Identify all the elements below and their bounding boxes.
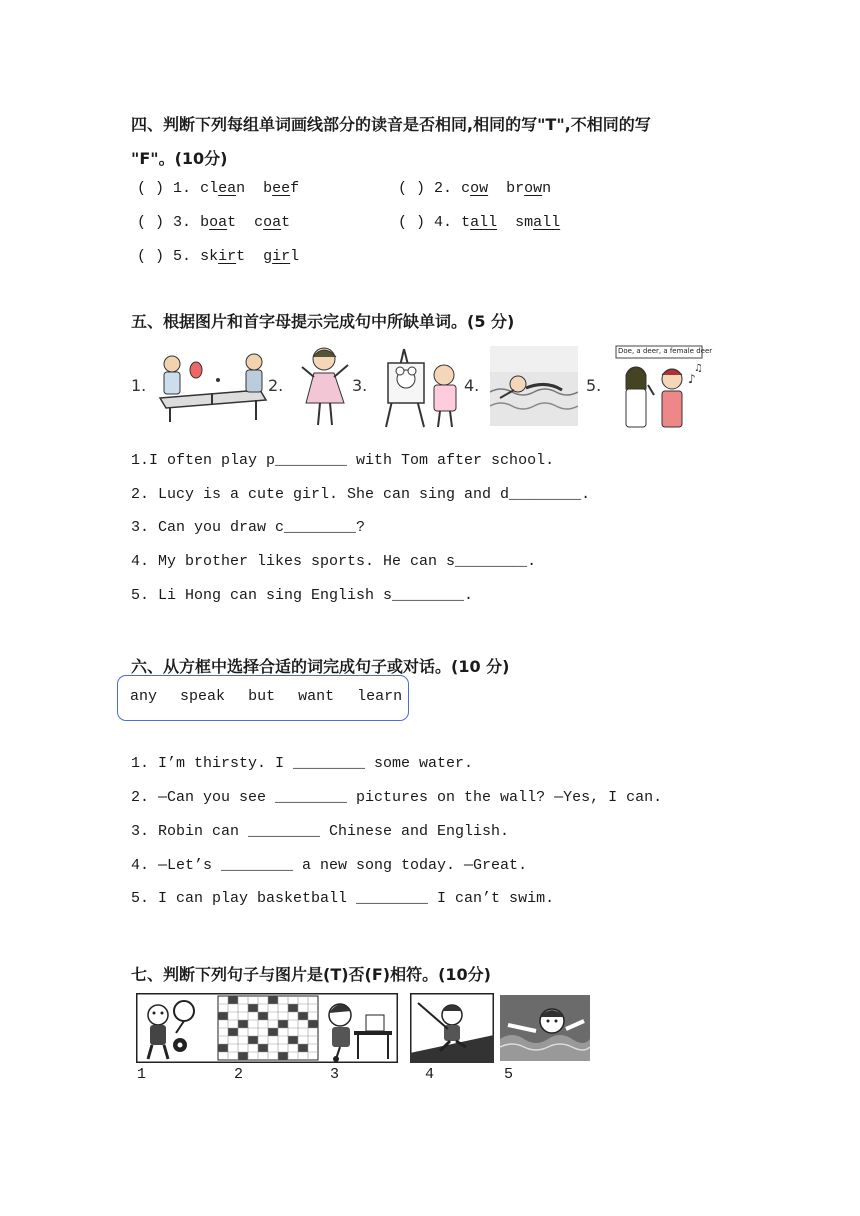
- speech-bubble-text: Doe, a deer, a female deer: [618, 347, 713, 355]
- swimming-picture: [490, 346, 578, 426]
- underlined-part: ow: [470, 180, 489, 197]
- s5-sentence-1: 1.I often play p________ with Tom after school.: [131, 452, 555, 469]
- singing-picture: [612, 345, 704, 429]
- section5-title: 五、根据图片和首字母提示完成句中所缺单词。(5 分): [131, 312, 515, 331]
- word-2: beef: [263, 180, 300, 197]
- word-1: tall: [461, 214, 498, 231]
- item-number: 4.: [434, 214, 453, 231]
- underlined-part: ow: [524, 180, 543, 197]
- underlined-part: ee: [272, 180, 291, 197]
- section6-title: 六、从方框中选择合适的词完成句子或对话。(10 分): [131, 657, 510, 676]
- s5-sentence-3: 3. Can you draw c________?: [131, 519, 366, 536]
- answer-blank[interactable]: ( ): [398, 214, 426, 231]
- section4-title-line1: 四、判断下列每组单词画线部分的读音是否相同,相同的写"T",不相同的写: [131, 115, 651, 134]
- ping-pong-picture: [150, 350, 270, 425]
- word-1: clean: [200, 180, 246, 197]
- answer-blank[interactable]: ( ): [137, 180, 165, 197]
- word-2: coat: [254, 214, 291, 231]
- svg-text:♫: ♫: [694, 363, 703, 374]
- underlined-part: all: [470, 214, 498, 231]
- word-speak: speak: [180, 688, 226, 705]
- s6-sentence-4: 4. —Let’s ________ a new song today. —Great.: [131, 857, 528, 874]
- svg-text:♪: ♪: [688, 372, 696, 386]
- s7-pic-number-5: 5: [504, 1066, 514, 1083]
- word-2: girl: [263, 248, 300, 265]
- pic-number-5: 5.: [586, 376, 602, 395]
- section7-title: 七、判断下列句子与图片是(T)否(F)相符。(10分): [131, 965, 491, 984]
- s4-item-4: [398, 214, 560, 231]
- underlined-part: oa: [209, 214, 228, 231]
- underlined-part: oa: [263, 214, 282, 231]
- section7-picture-5: [500, 995, 590, 1061]
- s7-pic-number-1: 1: [137, 1066, 147, 1083]
- item-number: 5.: [173, 248, 192, 265]
- s4-item-3: [137, 214, 290, 231]
- s6-sentence-5: 5. I can play basketball ________ I can’t swim.: [131, 890, 555, 907]
- word-want: want: [298, 688, 335, 705]
- word-learn: learn: [357, 688, 403, 705]
- word-any: any: [130, 688, 158, 705]
- s5-sentence-4: 4. My brother likes sports. He can s________.: [131, 553, 537, 570]
- s5-sentence-2: 2. Lucy is a cute girl. She can sing and d________.: [131, 486, 591, 503]
- s6-sentence-2: 2. —Can you see ________ pictures on the wall? —Yes, I can.: [131, 789, 663, 806]
- item-number: 2.: [434, 180, 453, 197]
- pic-number-1: 1.: [131, 376, 147, 395]
- item-number: 3.: [173, 214, 192, 231]
- item-number: 1.: [173, 180, 192, 197]
- s5-sentence-5: 5. Li Hong can sing English s________.: [131, 587, 474, 604]
- pic-number-4: 4.: [464, 376, 480, 395]
- pic-number-3: 3.: [352, 376, 368, 395]
- s7-pic-number-2: 2: [234, 1066, 244, 1083]
- underlined-part: ir: [218, 248, 237, 265]
- section7-picture-4: [410, 993, 494, 1063]
- s4-item-1: [137, 180, 299, 197]
- answer-blank[interactable]: ( ): [137, 248, 165, 265]
- word-1: cow: [461, 180, 489, 197]
- drawing-picture: [380, 345, 464, 429]
- section7-picture-strip-1-3: [136, 993, 398, 1063]
- word-box-words: [130, 688, 416, 705]
- s6-sentence-3: 3. Robin can ________ Chinese and English.: [131, 823, 510, 840]
- underlined-part: ir: [272, 248, 291, 265]
- answer-blank[interactable]: ( ): [398, 180, 426, 197]
- s7-pic-number-4: 4: [425, 1066, 435, 1083]
- word-1: boat: [200, 214, 237, 231]
- word-1: skirt: [200, 248, 246, 265]
- answer-blank[interactable]: ( ): [137, 214, 165, 231]
- pic-number-2: 2.: [268, 376, 284, 395]
- s4-item-5: [137, 248, 299, 265]
- word-2: small: [515, 214, 561, 231]
- word-but: but: [248, 688, 276, 705]
- s4-item-2: [398, 180, 551, 197]
- underlined-part: ea: [218, 180, 237, 197]
- word-2: brown: [506, 180, 552, 197]
- dancing-girl-picture: [300, 345, 352, 427]
- section4-title-line2: "F"。(10分): [131, 149, 228, 168]
- s7-pic-number-3: 3: [330, 1066, 340, 1083]
- underlined-part: all: [533, 214, 561, 231]
- s6-sentence-1: 1. I’m thirsty. I ________ some water.: [131, 755, 474, 772]
- word-box: [117, 675, 409, 721]
